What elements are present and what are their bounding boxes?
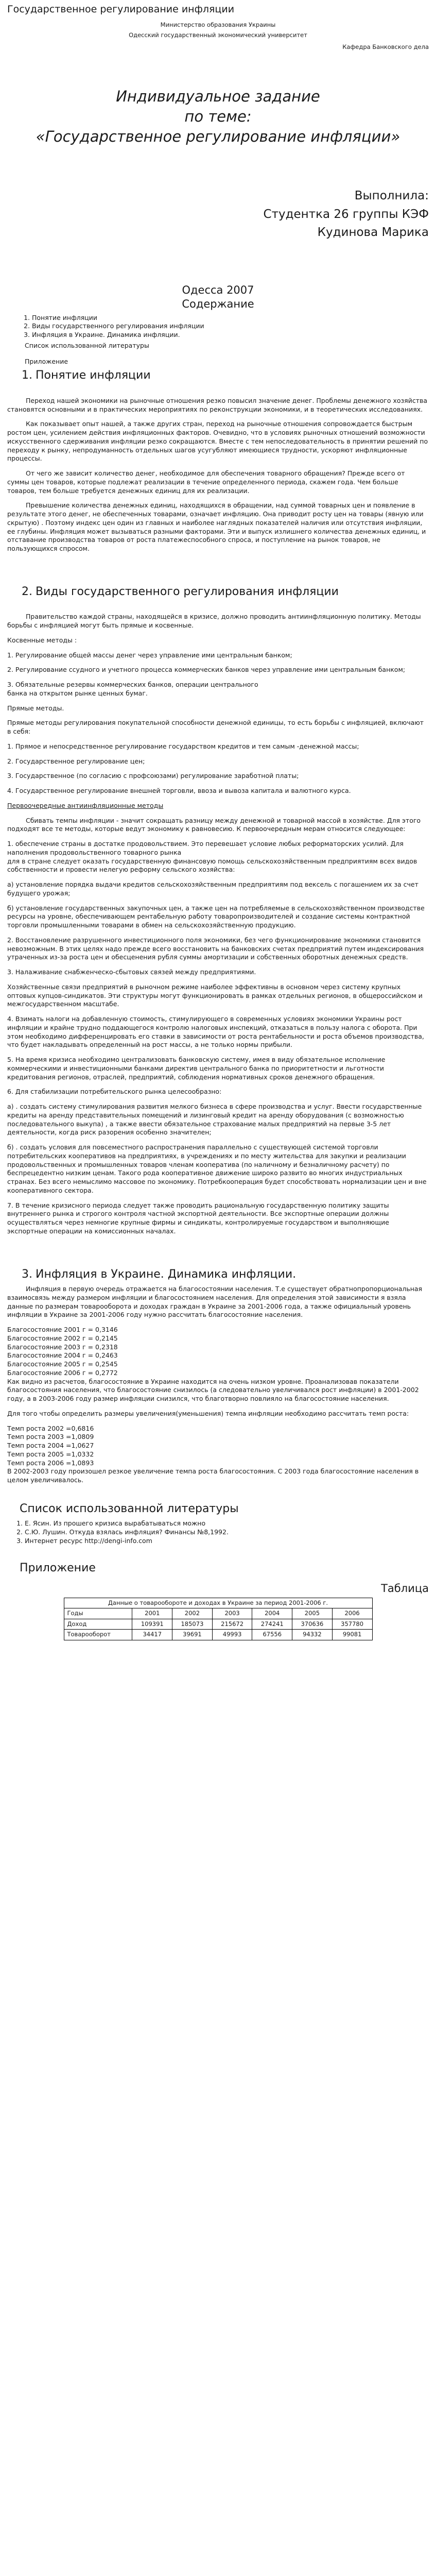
toc-literature: Список использованной литературы (25, 341, 149, 349)
paragraph: Косвенные методы : (7, 636, 77, 644)
contents-heading: Содержание (182, 298, 254, 311)
welfare-list (7, 1326, 429, 1378)
table-cell: 2003 (212, 1608, 252, 1619)
section-1-heading (22, 368, 429, 383)
paragraph: 3. Государственное (по согласию с профсоюзами) регулирование заработной платы; (7, 772, 299, 780)
table-cell: 2005 (292, 1608, 333, 1619)
table-cell: 49993 (212, 1630, 252, 1640)
subheading: Первоочередные антиинфляционные методы (7, 801, 164, 809)
paragraph: 2. Регулирование ссудного и учетного процесса коммерческих банков через управление ими центральным банком; (7, 666, 406, 674)
section-3-heading (22, 1267, 429, 1282)
paragraph: а) установление порядка выдачи кредитов сельскохозяйственным предприятиям под вексель с погашением их за счет будущего урожая; (7, 880, 418, 897)
table-cell: 274241 (252, 1619, 292, 1629)
table-caption: Таблица (381, 1582, 429, 1595)
paragraph: 3. Налаживание снабженческо-сбытовых связей между предприятиями. (7, 968, 256, 976)
work-type: Индивидуальное задание (116, 87, 320, 105)
toc-appendix: Приложение (25, 357, 68, 365)
growth-value: Темп роста 2004 =1,0627 (7, 1442, 94, 1450)
literature-heading: Список использованной литературы (20, 1502, 239, 1515)
performer-block (7, 187, 429, 242)
table-cell: 94332 (292, 1630, 333, 1640)
paragraph: 2. Государственное регулирование цен; (7, 757, 145, 765)
growth-value: Темп роста 2006 =1,0893 (7, 1459, 94, 1467)
growth-value: Темп роста 2003 =1,0809 (7, 1433, 94, 1441)
about-label: по теме: (184, 107, 252, 125)
literature-item: 3. Интернет ресурс http://dengi-info.com (25, 1537, 429, 1546)
section-title: Виды государственного регулирования инфляции (36, 585, 339, 598)
paragraph: Правительство каждой страны, находящейся в кризисе, должно проводить антиинфляционную политику. Методы борьбы с инфляцией могут быть прямые и косвенные. (7, 613, 421, 630)
welfare-value: Благосостояние 2005 г = 0,2545 (7, 1360, 118, 1368)
welfare-value: Благосостояние 2001 г = 0,3146 (7, 1326, 118, 1334)
paragraph: Превышение количества денежных единиц, находящихся в обращении, над суммой товарных цен и появление в результате этого денег, не обеспеченных товарами, означает инфляцию. Она приводит росту цен на товары (явную или скрытую) . Поэтому индекс цен один из главных и наиболее наглядных показателей наличия или отсутствия инфляции, ее глубины. Инфляция может вызываться разными факторами. Эти и выпуск излишнего количества денежных единиц, и отставание производства товаров от роста платежеспособного спроса, и поступление на рынок товаров, не пользующихся спросом. (7, 501, 426, 553)
table-cell: 2001 (132, 1608, 172, 1619)
section-number: 3. (22, 1267, 32, 1281)
paragraph: 1. Регулирование общей массы денег через управление ими центральным банком; (7, 651, 292, 659)
table-cell: 215672 (212, 1619, 252, 1629)
department-line: Кафедра Банковского дела (342, 43, 429, 51)
table-cell: Годы (64, 1608, 132, 1619)
literature-list (15, 1519, 429, 1545)
paragraph: 6. Для стабилизации потребительского рынка целесообразно: (7, 1088, 222, 1096)
city-year: Одесса 2007 (182, 284, 254, 297)
literature-item: 2. С.Ю. Лушин. Откуда взялась инфляция? Финансы №8,1992. (25, 1528, 429, 1537)
table-cell: 99081 (332, 1630, 372, 1640)
table-cell: 185073 (172, 1619, 213, 1629)
table-cell: 2004 (252, 1608, 292, 1619)
welfare-value: Благосостояние 2003 г = 0,2318 (7, 1343, 118, 1351)
paragraph: В 2002-2003 году произошел резкое увеличение темпа роста благосостояния. С 2003 года благосостояние населения в целом увеличивалось. (7, 1467, 419, 1484)
paragraph: Переход нашей экономики на рыночные отношения резко повысил значение денег. Проблемы денежного хозяйства становятся основными и в практических мероприятиях по реконструкции экономики, и в теоретических исследованиях. (7, 396, 428, 413)
paragraph: 4. Государственное регулирование внешней торговли, ввоза и вывоза капитала и валютного курса. (7, 787, 351, 795)
section-title: Инфляция в Украине. Динамика инфляции. (36, 1267, 297, 1281)
table-cell: 2002 (172, 1608, 213, 1619)
table-cell: Товарооборот (64, 1630, 132, 1640)
welfare-value: Благосостояние 2004 г = 0,2463 (7, 1351, 118, 1360)
table-cell: 109391 (132, 1619, 172, 1629)
paragraph: 7. В течение кризисного периода следует также проводить рациональную государственную политику защиты внутреннего рынка и строгого контроля частной экспортной деятельности. Все экспортные операции должны осуществляться через немногие крупные фирмы и синдикаты, контролируемые государством и выполняющие экспортные операции на комиссионных началах. (7, 1201, 389, 1235)
paragraph: Сбивать темпы инфляции - значит сокращать разницу между денежной и товарной массой в хозяйстве. Для этого подходят все те методы, которые ведут экономику к равновесию. К первоочередным мерам относится следующее: (7, 816, 421, 833)
site-title: Государственное регулирование инфляции (7, 4, 235, 15)
topic-title: «Государственное регулирование инфляции» (36, 127, 400, 145)
table-cell: 2006 (332, 1608, 372, 1619)
toc-item: 2. Виды государственного регулирования инфляции (32, 322, 429, 331)
table-cell: 34417 (132, 1630, 172, 1640)
university-line: Одесский государственный экономический университет (129, 31, 307, 39)
appendix-heading: Приложение (20, 1562, 96, 1575)
table-row (64, 1619, 372, 1629)
table-cell: 370636 (292, 1619, 333, 1629)
title-block (7, 87, 429, 147)
paragraph: Прямые методы регулирования покупательной способности денежной единицы, то есть борьбы с инфляцией, включают в себя: (7, 719, 424, 736)
welfare-value: Благосостояние 2002 г = 0,2145 (7, 1334, 118, 1342)
table-cell: Доход (64, 1619, 132, 1629)
paragraph: 5. На время кризиса необходимо централизовать банковскую систему, имея в виду обязательное исполнение коммерческими и инвестиционными банками директив центрального банка по приоритетности и льготности кредитования регионов, отраслей, предприятий, соблюдения нормативных сроков денежного обращения. (7, 1056, 386, 1081)
paragraph: Как видно из расчетов, благосостояние в Украине находится на очень низком уровне. Проанализовав показатели благосостояния населения, что благосостояние снизилось (а следовательно увеличивался рост инфляции) в 2001-2002 году, а в 2003-2006 году размер инфляции снизился, что благотворно повлияло на благосостояние населения. (7, 1377, 419, 1403)
section-number: 1. (22, 369, 32, 382)
paragraph: Хозяйственные связи предприятий в рыночном режиме наиболее эффективны в основном через систему крупных оптовых купцов-синдикатов. Эти структуры могут функционировать в рамках отдельных регионов, в общероссийском и межгосударственном масштабе. (7, 982, 423, 1008)
section-2-heading (22, 584, 429, 599)
table-cell: 67556 (252, 1630, 292, 1640)
paragraph: 1. Прямое и непосредственное регулирование государством кредитов и тем самым -денежной массы; (7, 742, 359, 750)
literature-item: 1. Е. Ясин. Из прошего кризиса вырабатываться можно (25, 1519, 429, 1528)
paragraph: Инфляция в первую очередь отражается на благосостоянии населения. Т.е существует обратнопропорциональная взаимосвязь между размером инфляции и благосостоянием населения. Для определения этой зависимости я взяла данные по размерам товарооборота и доходах граждан в Украине за 2001-2006 года, а также официальный уровень инфляции в Украине за 2001-2006 году нужно рассчитать благосостояние населения. (7, 1285, 423, 1319)
growth-value: Темп роста 2002 =0,6816 (7, 1424, 94, 1432)
paragraph: 3. Обязательные резервы коммерческих банков, операции центрального банка на открытом рынке ценных бумаг. (7, 681, 258, 697)
paragraph: Прямые методы. (7, 704, 64, 712)
data-table (64, 1598, 373, 1640)
paragraph: От чего же зависит количество денег, необходимое для обеспечения товарного обращения? Прежде всего от суммы цен товаров, которые подлежат реализации в течение определенного периода, скажем года. Чем больше товаров, тем больше требуется денежных единиц для их реализации. (7, 469, 405, 495)
paragraph: Для того чтобы определить размеры увеличения(уменьшения) темпа инфляции необходимо рассчитать темп роста: (7, 1409, 409, 1417)
growth-value: Темп роста 2005 =1,0332 (7, 1450, 94, 1458)
student-name: Кудинова Марика (317, 226, 429, 240)
table-row (64, 1630, 372, 1640)
paragraph: 1. обеспечение страны в достатке продовольствием. Это перевешает условие любых реформаторских усилий. Для наполнения продовольственного товарного рынка для в стране следует оказать государственную финансовую помощь сельскохозяйственным предприятиям всех видов собственности и провести нелегую реформу сельского хозяйства: (7, 840, 417, 874)
ministry-line: Министерство образования Украины (160, 21, 276, 29)
paragraph: б) . создать условия для повсеместного распространения параллельно с существующей системой торговли потребительских кооперативов на предприятиях, в учреждениях и по месту жительства для закупки и реализации продовольственных и промышленных товаров членам кооператива (по наличному и безналичному расчету) по беспрецедентно низким ценам. Такого рода кооперативное движение широко развито во многих индустриальных странах. Без всего немыслимо массовое по экономику. Потребкооперация будет способствовать нормализации цен и вне кооперативного сектора. (7, 1143, 427, 1194)
performed-by-label: Выполнила: (354, 189, 429, 203)
student-group: Студентка 26 группы КЭФ (263, 207, 429, 221)
section-title: Понятие инфляции (36, 369, 151, 382)
paragraph: а) . создать систему стимулирования развития мелкого бизнеса в сфере производства и услуг. Ввести государственные кредиты на аренду представительных помещений и лизинговый кредит на аренду оборудования (с возможностью последовательного выкупа) , а также ввести обязательное страхование малых предприятий на первые 3-5 лет деятельности, когда риск разорения особенно значителен; (7, 1103, 422, 1137)
welfare-value: Благосостояние 2006 г = 0,2772 (7, 1368, 118, 1377)
table-row (64, 1598, 372, 1608)
table-row (64, 1608, 372, 1619)
toc-item: 3. Инфляция в Украине. Динамика инфляции. (32, 331, 429, 340)
toc-item: 1. Понятие инфляции (32, 314, 429, 323)
table-cell: 39691 (172, 1630, 213, 1640)
table-of-contents (22, 314, 429, 340)
paragraph: б) установление государственных закупочных цен, а также цен на потребляемые в сельскохозяйственном производстве ресурсы на уровне, обеспечивающем рентабельную работу товаропроизводителей и создание системы контрактной торговли промышленными товарами в обмен на сельскохозяйственную продукцию. (7, 904, 425, 929)
table-title: Данные о товарообороте и доходах в Украине за период 2001-2006 г. (64, 1598, 372, 1608)
paragraph: 4. Взимать налоги на добавленную стоимость, стимулирующего в современных условиях экономики Украины рост инфляции и крайне трудно поддающегося контролю налоговых инспекций, отказаться в пользу налога с оборота. При этом необходимо дифференцировать его ставки в зависимости от роста рентабельности и роста объемов производства, что будет накладывать определенный на рост массы, а не только нормы прибыли. (7, 1015, 424, 1049)
growth-list (7, 1425, 429, 1468)
table-cell: 357780 (332, 1619, 372, 1629)
paragraph: 2. Восстановление разрушенного инвестиционного поля экономики, без чего функционирование экономики становится невозможным. В этих целях надо прежде всего восстановить на банковских счетах предприятий путем индексирования утраченных из-за роста цен и обесценения рубля суммы амортизации и собственных оборотных денежных средств. (7, 936, 424, 961)
section-number: 2. (22, 585, 32, 598)
paragraph: Как показывает опыт нашей, а также других стран, переход на рыночные отношения сопровождается быстрым ростом цен, усилением действия инфляционных факторов. Очевидно, что в условиях рыночных отношений возможности искусственного сдерживания инфляции резко сокращаются. Вместе с тем непоследовательность в принятии решений по переходу к рынку, непродуманность отдельных шагов усугубляют имеющиеся трудности, ускоряют инфляционные процессы. (7, 420, 428, 463)
